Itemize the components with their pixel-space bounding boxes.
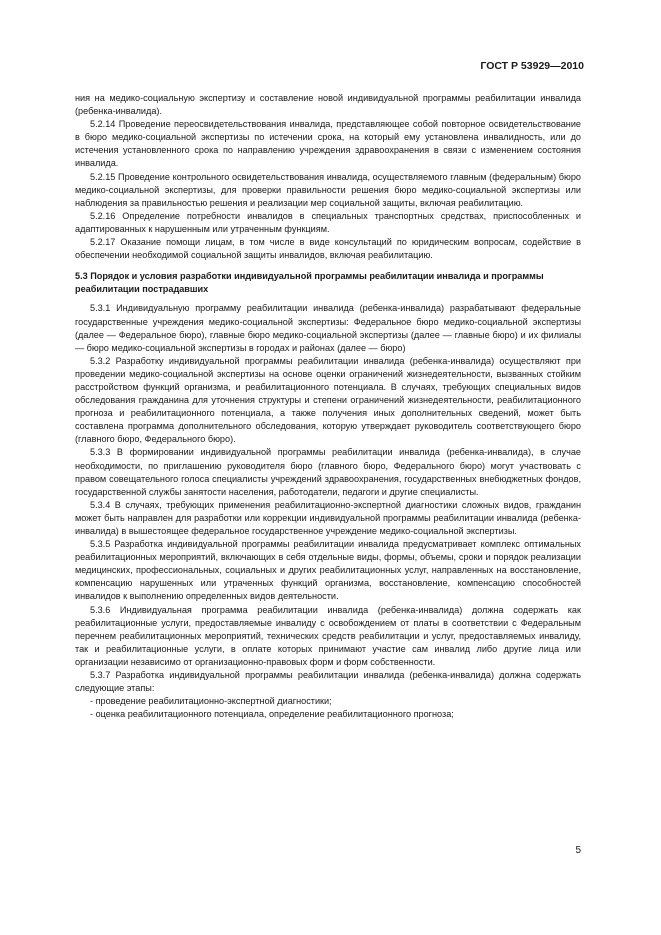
paragraph-5-2-16: 5.2.16 Определение потребности инвалидов в специальных транспортных средствах, приспособленных и адаптированных к нарушенным или утраченным функциям.	[75, 210, 581, 234]
paragraph-5-3-1: 5.3.1 Индивидуальную программу реабилитации инвалида (ребенка-инвалида) разрабатывают федеральные государственные учреждения медико-социальной экспертизы: Федеральное бюро медико-социальной экспертизы (далее — Федеральное бюро), главные бюро медико-социальной экспертизы (далее — главные бюро) и их филиалы — бюро медико-социальной экспертизы в городах и районах (далее — бюро)	[75, 303, 581, 353]
document-header: ГОСТ Р 53929—2010	[480, 60, 584, 72]
page-body	[75, 92, 581, 721]
paragraph-5-3-2: 5.3.2 Разработку индивидуальной программы реабилитации инвалида (ребенка-инвалида) осуществляют при проведении медико-социальной экспертизы на основе оценки ограничений жизнедеятельности, вызванных стойким расстройством функций организма, и реабилитационного потенциала. В случаях, требующих специальных видов обследования гражданина для уточнения структуры и степени ограничений жизнедеятельности, реабилитационного прогноза и реабилитационного потенциала, а также получения иных дополнительных сведений, может быть составлена программа дополнительного обследования, которую утверждает руководитель соответствующего бюро (главного бюро, Федерального бюро).	[75, 355, 581, 445]
paragraph-5-3-3: 5.3.3 В формировании индивидуальной программы реабилитации инвалида (ребенка-инвалида), в случае необходимости, по приглашению руководителя бюро (главного бюро, Федерального бюро) могут участвовать с правом совещательного голоса специалисты учреждений здравоохранения, государственных внебюджетных фондов, государственной службы занятости населения, работодатели, педагоги и другие специалисты.	[75, 447, 581, 497]
paragraph-5-2-14: 5.2.14 Проведение переосвидетельствования инвалида, представляющее собой повторное освидетельствование в бюро медико-социальной экспертизы по истечении срока, на который ему установлена инвалидность, или до истечения установленного срока по направлению учреждения здравоохранения в связи с изменением состояния инвалида.	[75, 119, 581, 169]
section-heading-5-3: 5.3 Порядок и условия разработки индивидуальной программы реабилитации инвалида и программы реабилитации пострадавших	[75, 271, 544, 295]
paragraph-5-3-4: 5.3.4 В случаях, требующих применения реабилитационно-экспертной диагностики сложных видов, гражданин может быть направлен для разработки или коррекции индивидуальной программы реабилитации инвалида (ребенка-инвалида) в вышестоящее федеральное государственное учреждение медико-социальной экспертизы.	[75, 499, 581, 536]
paragraph-5-3-6: 5.3.6 Индивидуальная программа реабилитации инвалида (ребенка-инвалида) должна содержать как реабилитационные услуги, предоставляемые инвалиду с освобождением от платы в соответствии с Федеральным перечнем реабилитационных мероприятий, технических средств реабилитации и услуг, предоставляемых инвалиду, так и реабилитационные услуги, в оплате которых принимают участие сам инвалид либо другие лица или организации независимо от организационно-правовых форм и форм собственности.	[75, 604, 581, 667]
paragraph-5-2-15: 5.2.15 Проведение контрольного освидетельствования инвалида, осуществляемого главным (федеральным) бюро медико-социальной экспертизы, для проверки правильности решения бюро медико-социальной экспертизы или наблюдения за правильностью решения и реализации мер социальной защиты, включая реабилитацию.	[75, 171, 581, 208]
paragraph-5-3-7: 5.3.7 Разработка индивидуальной программы реабилитации инвалида (ребенка-инвалида) должна содержать следующие этапы:	[75, 670, 581, 694]
list-item: - оценка реабилитационного потенциала, определение реабилитационного прогноза;	[90, 709, 454, 720]
paragraph-5-2-17: 5.2.17 Оказание помощи лицам, в том числе в виде консультаций по юридическим вопросам, содействие в обеспечении необходимой социальной защиты инвалидов, включая реабилитацию.	[75, 237, 581, 261]
page-number: 5	[575, 845, 581, 856]
list-item: - проведение реабилитационно-экспертной диагностики;	[90, 696, 332, 707]
paragraph-5-3-5: 5.3.5 Разработка индивидуальной программы реабилитации инвалида предусматривает комплекс оптимальных реабилитационных мероприятий, включающих в себя отдельные виды, формы, объемы, сроки и порядок реализации медицинских, профессиональных, социальных и других реабилитационных услуг, направленных на восстановление, компенсацию нарушенных или утраченных функций организма, восстановление, компенсацию способностей инвалидов к выполнению определенных видов деятельности.	[75, 539, 581, 602]
paragraph-continuation: ния на медико-социальную экспертизу и составление новой индивидуальной программы реабилитации инвалида (ребенка-инвалида).	[75, 93, 581, 117]
